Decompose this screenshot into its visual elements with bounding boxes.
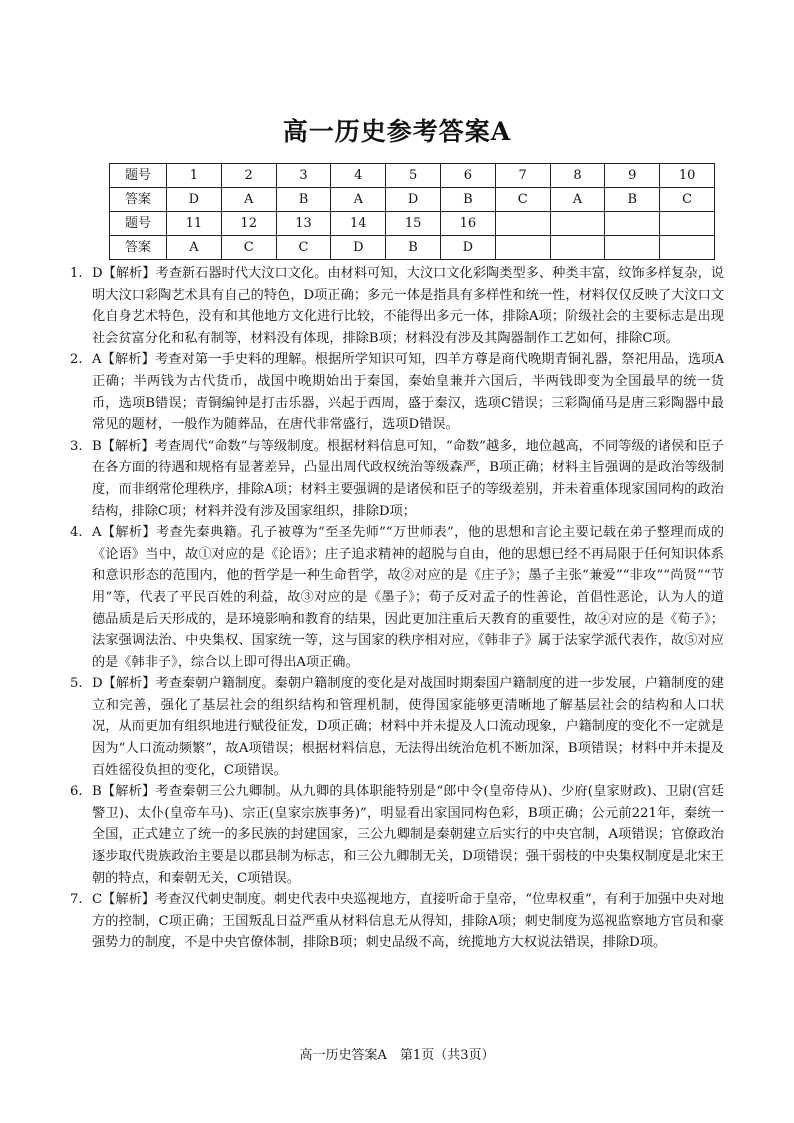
- item-number: 2.: [70, 352, 83, 368]
- item-text: C【解析】考查汉代刺史制度。刺史代表中央巡视地方，直接听命于皇帝，“位卑权重”，有利于加强中央对地方的控制，C项正确；王国叛乱日益严重从材料信息无从得知，排除A项；刺史制度为巡视监察地方官员和豪强势力的制度，不是中央官僚体制，排除B项；刺史品级不高，统揽地方大权说法错误，排除D项。: [92, 892, 724, 951]
- explanation-list: [70, 263, 724, 954]
- item-number: 7.: [70, 892, 83, 908]
- row-header-cell: 答案: [110, 236, 167, 260]
- table-cell: 9: [605, 164, 660, 188]
- table-cell: A: [550, 188, 605, 212]
- table-cell: 14: [331, 212, 386, 236]
- table-cell: 8: [550, 164, 605, 188]
- table-cell: [660, 212, 715, 236]
- page-footer: 高一历史答案A 第1页（共3页）: [299, 1048, 495, 1063]
- explanation-item: [70, 349, 724, 435]
- table-cell: 15: [386, 212, 441, 236]
- table-cell: A: [331, 188, 386, 212]
- explanation-item: [70, 781, 724, 889]
- table-cell: 6: [440, 164, 495, 188]
- answer-row: [110, 236, 715, 260]
- item-text: A【解析】考查先秦典籍。孔子被尊为“至圣先师”“万世师表”，他的思想和言论主要记载在弟子整理而成的《论语》当中，故①对应的是《论语》；庄子追求精神的超脱与自由，他的思想已经不再局限于任何知识体系和意识形态的范围内，他的哲学是一种生命哲学，故②对应的是《庄子》；墨子主张“兼爱”“非攻”“尚贤”“节用”等，代表了平民百姓的利益，故③对应的是《墨子》；荀子反对孟子的性善论，首倡性恶论，认为人的道德品质是后天形成的，是环境影响和教育的结果，因此更加注重后天教育的重要性，故④对应的是《荀子》；法家强调法治、中央集权、国家统一等，这与国家的秩序相对应，《韩非子》属于法家学派代表作，故⑤对应的是《韩非子》，综合以上即可得出A项正确。: [92, 525, 724, 670]
- table-cell: C: [276, 236, 331, 260]
- table-cell: B: [440, 188, 495, 212]
- table-cell: [495, 212, 550, 236]
- table-cell: B: [386, 236, 441, 260]
- table-cell: 5: [386, 164, 441, 188]
- table-cell: A: [221, 188, 276, 212]
- table-cell: D: [167, 188, 222, 212]
- question-number-row: [110, 212, 715, 236]
- table-cell: 2: [221, 164, 276, 188]
- item-number: 4.: [70, 525, 83, 541]
- item-text: B【解析】考查秦朝三公九卿制。从九卿的具体职能特别是“郎中令(皇帝侍从)、少府(皇家财政)、卫尉(宫廷警卫)、太仆(皇帝车马)、宗正(皇家宗族事务)”，明显看出家国同构色彩，B项正确；公元前221年，秦统一全国，正式建立了统一的多民族的封建国家，三公九卿制是秦朝建立后实行的中央官制，A项错误；官僚政治逐步取代贵族政治主要是以郡县制为标志，和三公九卿制无关，D项错误；强干弱枝的中央集权制度是北宋王朝的特点，和秦朝无关，C项错误。: [92, 784, 724, 886]
- table-cell: 13: [276, 212, 331, 236]
- page-title: 高一历史参考答案A: [282, 117, 512, 146]
- table-cell: [495, 236, 550, 260]
- table-cell: [605, 236, 660, 260]
- item-number: 6.: [70, 784, 83, 800]
- explanation-item: [70, 436, 724, 522]
- row-header-cell: 题号: [110, 212, 167, 236]
- question-number-row: [110, 164, 715, 188]
- item-text: B【解析】考查周代“命数”与等级制度。根据材料信息可知，“命数”越多，地位越高，不同等级的诸侯和臣子在各方面的待遇和规格有显著差异，凸显出周代政权统治等级森严，B项正确；材料主旨强调的是政治等级制度，而非纲常伦理秩序，排除A项；材料主要强调的是诸侯和臣子的等级差别，并未着重体现家国同构的政治结构，排除C项；材料并没有涉及国家组织，排除D项；: [92, 438, 724, 519]
- row-header-cell: 题号: [110, 164, 167, 188]
- table-cell: 3: [276, 164, 331, 188]
- answer-row: [110, 188, 715, 212]
- answer-table: [109, 163, 715, 260]
- item-text: D【解析】考查新石器时代大汶口文化。由材料可知，大汶口文化彩陶类型多、种类丰富，纹饰多样复杂，说明大汶口彩陶艺术具有自己的特色，D项正确；多元一体是指具有多样性和统一性，材料仅仅反映了大汶口文化自身艺术特色，没有和其他地方文化进行比较，不能得出多元一体，排除A项；阶级社会的主要标志是出现社会贫富分化和私有制等，材料没有体现，排除B项；材料没有涉及其陶器制作工艺如何，排除C项。: [92, 266, 724, 346]
- item-number: 5.: [70, 676, 83, 692]
- table-cell: A: [167, 236, 222, 260]
- table-cell: 12: [221, 212, 276, 236]
- table-cell: B: [605, 188, 660, 212]
- table-cell: 10: [660, 164, 715, 188]
- table-cell: [605, 212, 660, 236]
- row-header-cell: 答案: [110, 188, 167, 212]
- item-text: D【解析】考查秦朝户籍制度。秦朝户籍制度的变化是对战国时期秦国户籍制度的进一步发展，户籍制度的建立和完善，强化了基层社会的组织结构和管理机制，使得国家能够更清晰地了解基层社会的结构和人口状况，从而更加有组织地进行赋役征发，D项正确；材料中并未提及人口流动现象，户籍制度的变化不一定就是因为“人口流动频繁”，故A项错误；根据材料信息，无法得出统治危机不断加深，B项错误；材料中并未提及百姓徭役负担的变化，C项错误。: [92, 676, 724, 778]
- table-cell: D: [331, 236, 386, 260]
- table-cell: C: [221, 236, 276, 260]
- item-number: 1.: [70, 266, 83, 281]
- table-cell: D: [440, 236, 495, 260]
- table-cell: C: [660, 188, 715, 212]
- item-text: A【解析】考查对第一手史料的理解。根据所学知识可知，四羊方尊是商代晚期青铜礼器，祭祀用品，选项A正确；半两钱为古代货币，战国中晚期始出于秦国，秦始皇兼并六国后，半两钱即变为全国最早的统一货币，选项B错误；青铜编钟是打击乐器，兴起于西周，盛于秦汉，选项C错误；三彩陶俑马是唐三彩陶器中最常见的题材，一般作为随葬品，在唐代非常盛行，选项D错误。: [92, 352, 724, 433]
- table-cell: [550, 236, 605, 260]
- explanation-item: [70, 673, 724, 781]
- table-cell: 11: [167, 212, 222, 236]
- explanation-item: [70, 522, 724, 673]
- item-number: 3.: [70, 438, 83, 454]
- table-cell: [550, 212, 605, 236]
- table-cell: 7: [495, 164, 550, 188]
- explanation-item: [70, 889, 724, 954]
- table-cell: B: [276, 188, 331, 212]
- table-cell: 16: [440, 212, 495, 236]
- table-cell: 4: [331, 164, 386, 188]
- table-cell: D: [386, 188, 441, 212]
- table-cell: [660, 236, 715, 260]
- explanation-item: [70, 263, 724, 349]
- table-cell: C: [495, 188, 550, 212]
- table-cell: 1: [167, 164, 222, 188]
